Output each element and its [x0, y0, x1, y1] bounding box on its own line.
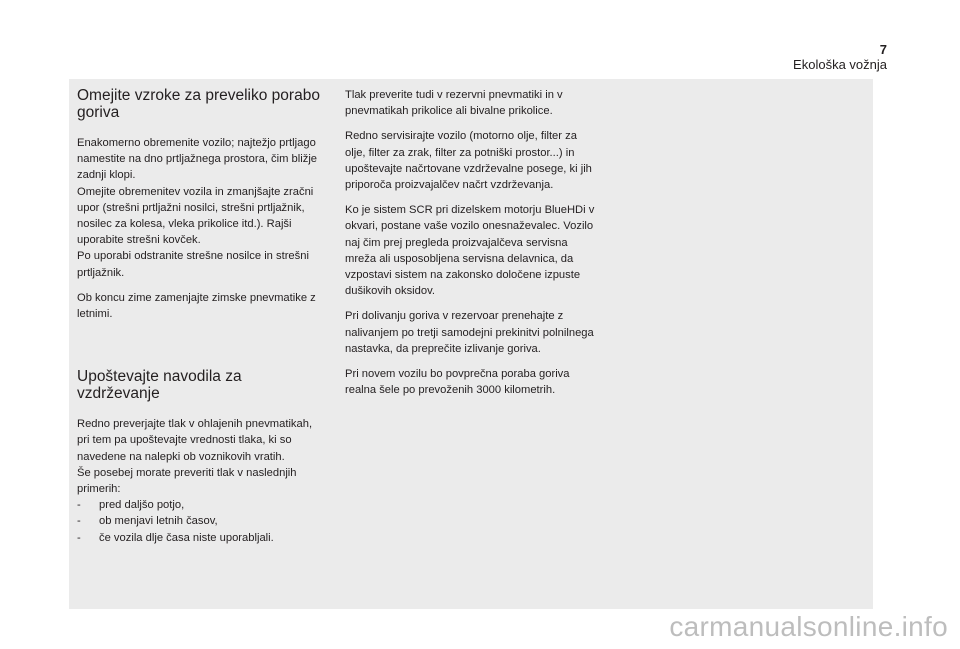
list-item-text: pred daljšo potjo,	[99, 499, 185, 512]
content-panel	[69, 79, 873, 609]
watermark: carmanualsonline.info	[669, 611, 948, 642]
list-item	[77, 513, 327, 529]
section-title-fuel-consumption: Omejite vzroke za preveliko porabo goriva	[77, 87, 320, 121]
chapter-title: Ekološka vožnja	[793, 57, 887, 72]
list-item	[77, 530, 327, 546]
paragraph	[77, 135, 327, 281]
text-limit-load: Omejite obremenitev vozila in zmanjšajte zračni upor (strešni prtljažni nosilci, strešni prtljažnik, nosilec za kolesa, vleka prikolice itd.). Rajši uporabite strešni kovček.	[77, 185, 314, 247]
text-check-pressure: Redno preverjajte tlak v ohlajenih pnevmatikah, pri tem pa upoštevajte vrednosti tlaka, ki so navedene na nalepki ob voznikovih vratih.	[77, 418, 313, 463]
dash-list	[77, 497, 327, 546]
text-load-distribution: Enakomerno obremenite vozilo; najtežjo prtljago namestite na dno prtljažnega prostora, čim bližje zadnji klopi.	[77, 137, 318, 182]
list-item-text: ob menjavi letnih časov,	[99, 515, 218, 528]
text-servicing: Redno servisirajte vozilo (motorno olje, filter za olje, filter za zrak, filter za potniški prostor...) in upoštevajte načrtovane vzdrževalne posege, ki jih priporoča proizvajalčev načrt vzdrževanja.	[345, 130, 592, 192]
paragraph	[77, 416, 327, 497]
dash-marker: -	[77, 515, 81, 528]
text-new-vehicle: Pri novem vozilu bo povprečna poraba goriva realna šele po prevoženih 3000 kilometrih.	[345, 368, 570, 397]
text-winter-tyres: Ob koncu zime zamenjajte zimske pnevmatike z letnimi.	[77, 291, 316, 321]
text-check-cases: Še posebej morate preveriti tlak v naslednjih primerih:	[77, 466, 297, 496]
dash-marker: -	[77, 531, 81, 544]
section-title-maintenance: Upoštevajte navodila za vzdrževanje	[77, 368, 242, 403]
dash-marker: -	[77, 499, 81, 512]
list-item	[77, 497, 327, 513]
left-column	[77, 87, 327, 546]
text-scr-system: Ko je sistem SCR pri dizelskem motorju BlueHDi v okvari, postane vaše vozilo onesnaževalec. Vozilo naj čim prej pregleda proizvajalčeva servisna mreža ali usposobljena servisna delavnica, da vzpostavi sistem na zakonsko določene izpuste dušikovih oksidov.	[345, 204, 595, 298]
page-number: 7	[879, 42, 887, 57]
text-refuelling: Pri dolivanju goriva v rezervoar prenehajte z nalivanjem po tretji samodejni prekinitvi polnilnega nastavka, da preprečite izlivanje goriva.	[345, 310, 594, 355]
text-spare-tyre: Tlak preverite tudi v rezervni pnevmatiki in v pnevmatikah prikolice ali bivalne prikolice.	[345, 89, 563, 118]
text-remove-roof-bars: Po uporabi odstranite strešne nosilce in strešni prtljažnik.	[77, 250, 309, 279]
right-column	[345, 87, 600, 407]
list-item-text: če vozila dlje časa niste uporabljali.	[99, 531, 274, 544]
